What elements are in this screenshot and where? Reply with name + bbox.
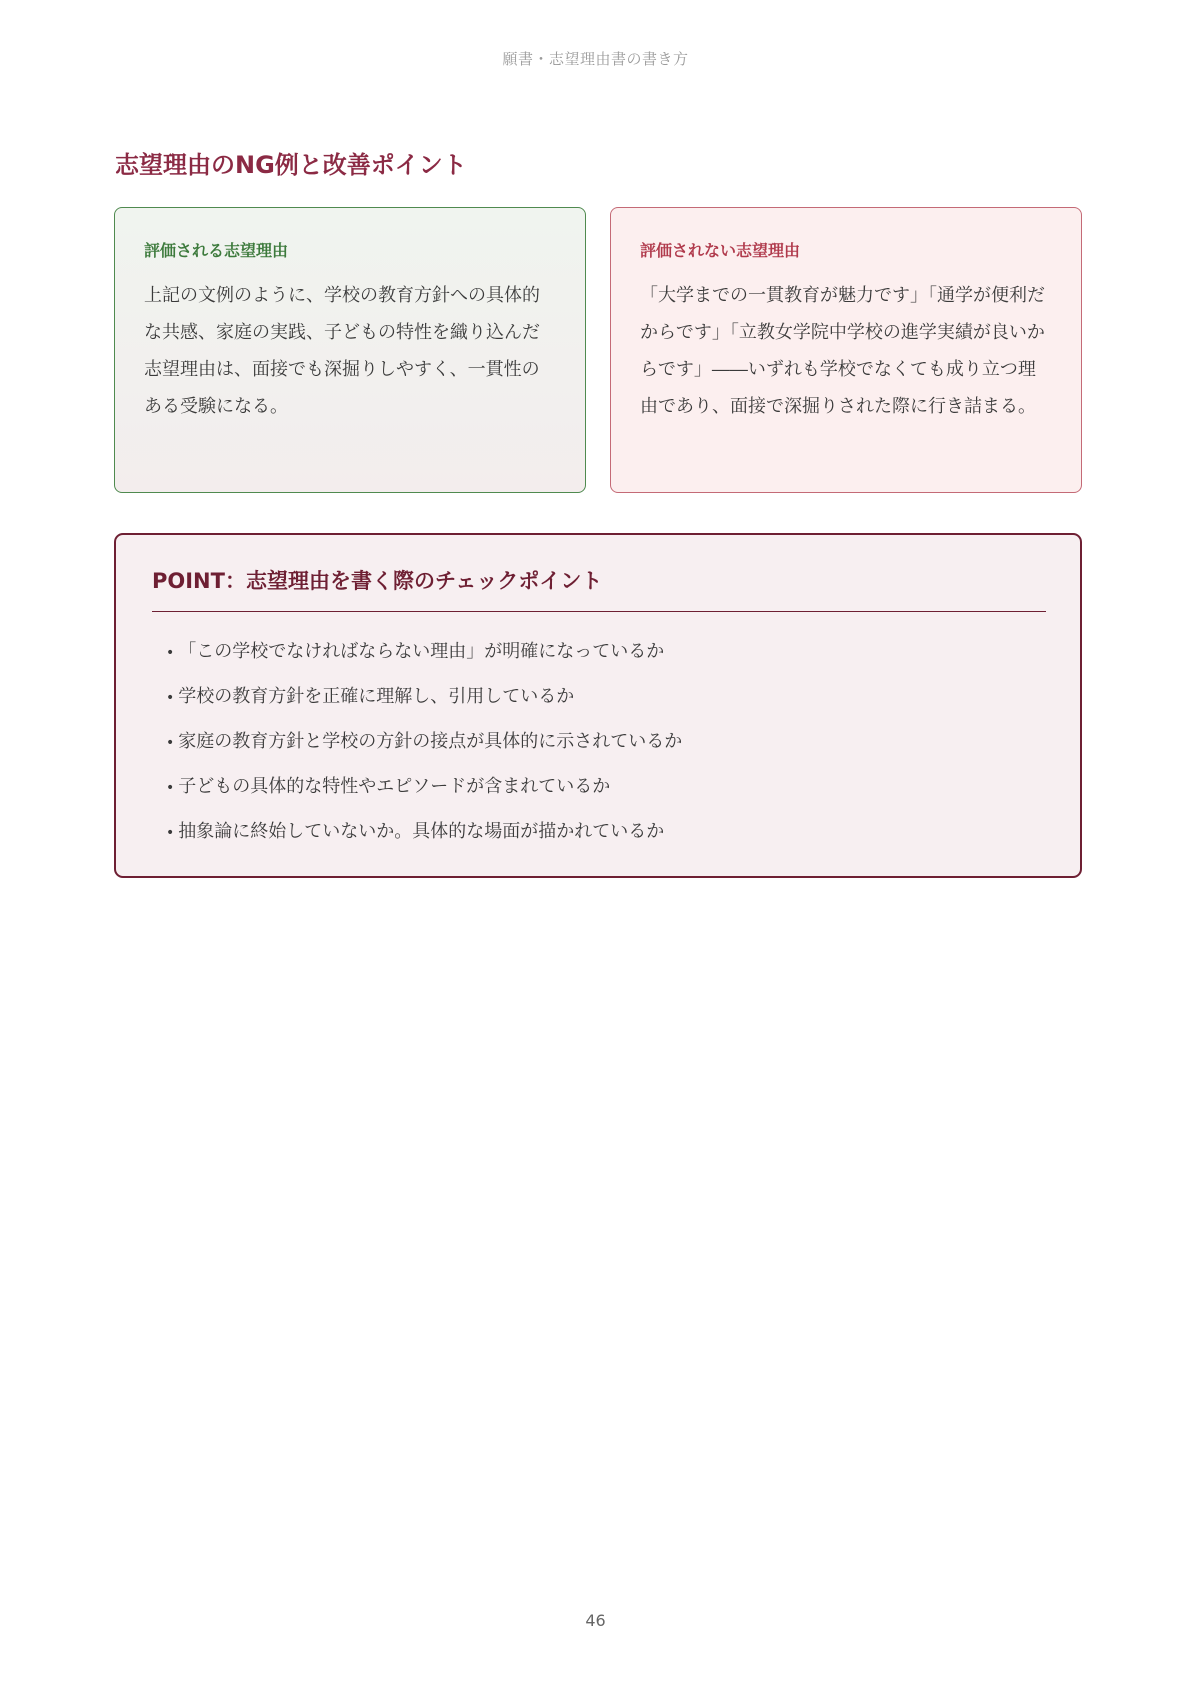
bullet-icon: • [166,825,175,841]
bad-example-heading: 評価されない志望理由 [640,241,801,260]
checklist-item [166,765,1046,810]
checklist-item [166,720,1046,765]
section-title: 志望理由のNG例と改善ポイント [115,151,467,179]
checklist-item [166,810,1046,855]
bullet-icon: • [166,690,175,706]
good-example-box [114,207,586,493]
checklist [152,630,1046,855]
point-box [114,533,1082,878]
checklist-item [166,630,1046,675]
point-title: POINT：志望理由を書く際のチェックポイント [152,565,1046,612]
page-number: 46 [585,1611,606,1630]
bad-example-box [610,207,1082,493]
good-example-body: 上記の文例のように、学校の教育方針への具体的な共感、家庭の実践、子どもの特性を織り込んだ志望理由は、面接でも深掘りしやすく、一貫性のある受験になる。 [144,285,540,417]
checklist-item-text: 学校の教育方針を正確に理解し、引用しているか [178,686,575,707]
checklist-item [166,675,1046,720]
bullet-icon: • [166,645,175,661]
bullet-icon: • [166,780,175,796]
checklist-item-text: 家庭の教育方針と学校の方針の接点が具体的に示されているか [178,731,683,752]
good-example-heading: 評価される志望理由 [144,241,289,260]
bullet-icon: • [166,735,175,751]
running-header: 願書・志望理由書の書き方 [502,50,689,68]
checklist-item-text: 「この学校でなければならない理由」が明確になっているか [178,641,665,662]
bad-example-body: 「大学までの一貫教育が魅力です」「通学が便利だからです」「立教女学院中学校の進学実績が良いからです」――いずれも学校でなくても成り立つ理由であり、面接で深掘りされた際に行き詰まる。 [640,285,1045,417]
checklist-item-text: 子どもの具体的な特性やエピソードが含まれているか [178,776,611,797]
checklist-item-text: 抽象論に終始していないか。具体的な場面が描かれているか [178,821,665,842]
